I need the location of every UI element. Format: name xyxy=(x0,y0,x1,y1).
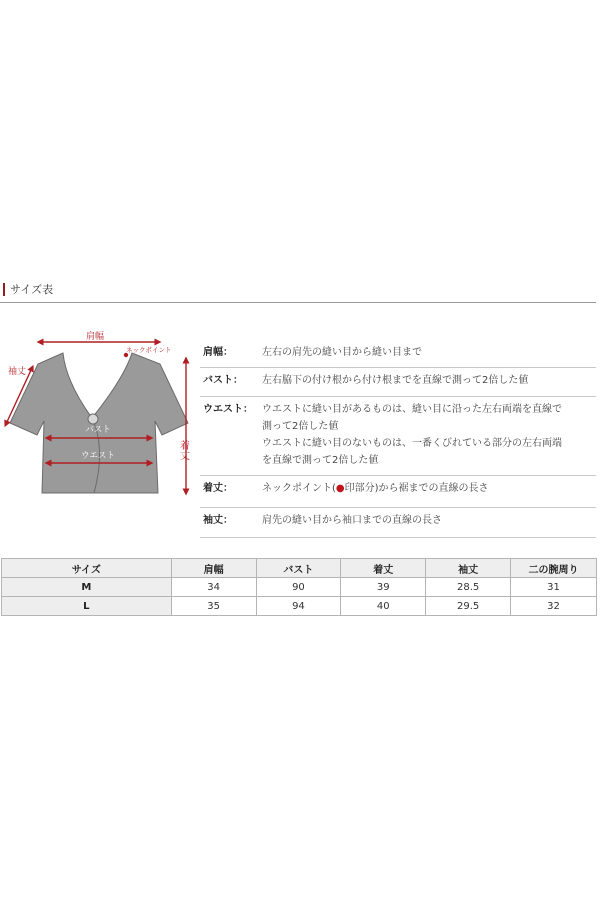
section-title: サイズ表 xyxy=(10,283,54,296)
table-cell: 35 xyxy=(171,597,256,616)
column-header-body-length: 着丈 xyxy=(341,559,426,578)
column-header-size: サイズ xyxy=(2,559,172,578)
shoulder-width-label: 肩幅 xyxy=(85,332,105,342)
definition-term: 着丈： xyxy=(203,483,233,494)
bust-label: バスト xyxy=(85,425,111,435)
table-cell: 32 xyxy=(511,597,597,616)
garment-shape xyxy=(10,353,188,493)
button-icon xyxy=(88,414,98,424)
definition-line: 肩先の縫い目から袖口までの直線の長さ xyxy=(262,515,442,526)
table-cell: 31 xyxy=(511,578,597,597)
table-cell: 34 xyxy=(171,578,256,597)
neck-point-label: ネックポイント xyxy=(126,346,172,354)
section-header xyxy=(0,280,600,304)
definition-description xyxy=(262,372,594,389)
definition-term: 袖丈： xyxy=(203,515,233,526)
definition-line: 左右脇下の付け根から付け根までを直線で測って2倍した値 xyxy=(262,375,529,386)
column-header-upper-arm: 二の腕周り xyxy=(511,559,597,578)
waist-label: ウエスト xyxy=(80,451,116,461)
table-row xyxy=(2,578,597,597)
table-cell: 28.5 xyxy=(426,578,511,597)
definition-line xyxy=(262,480,594,497)
measurement-definitions xyxy=(200,340,596,538)
table-cell: 40 xyxy=(341,597,426,616)
table-header-row xyxy=(2,559,597,578)
definition-row-sleeve-length xyxy=(200,508,596,538)
definition-line: を直線で測って2倍した値 xyxy=(262,455,379,466)
table-cell: 29.5 xyxy=(426,597,511,616)
definition-term: バスト： xyxy=(203,375,243,386)
row-size-label: L xyxy=(2,597,172,616)
definition-text: 印部分)から裾までの直線の長さ xyxy=(344,483,489,494)
table-cell: 90 xyxy=(256,578,341,597)
column-header-shoulder-width: 肩幅 xyxy=(171,559,256,578)
definition-line: ウエストに縫い目のないものは、一番くびれている部分の左右両端 xyxy=(262,438,562,449)
definition-line: ウエストに縫い目があるものは、縫い目に沿った左右両端を直線で xyxy=(262,404,562,415)
definition-line: 左右の肩先の縫い目から縫い目まで xyxy=(262,347,422,358)
definition-row-waist xyxy=(200,397,596,476)
definition-description xyxy=(262,401,594,469)
sleeve-length-label: 袖丈 xyxy=(8,367,27,377)
table-row xyxy=(2,597,597,616)
definition-row-body-length xyxy=(200,476,596,508)
section-accent-bar xyxy=(3,283,5,296)
definition-row-bust xyxy=(200,368,596,397)
definition-term: ウエスト： xyxy=(203,404,253,415)
definition-description xyxy=(262,344,594,361)
column-header-sleeve-length: 袖丈 xyxy=(426,559,511,578)
table-cell: 94 xyxy=(256,597,341,616)
definition-description xyxy=(262,512,594,529)
definition-line: 測って2倍した値 xyxy=(262,421,339,432)
definition-text: ネックポイント( xyxy=(262,483,336,494)
section-divider xyxy=(0,302,596,303)
definition-description xyxy=(262,480,594,497)
neck-point-dot-icon: ● xyxy=(335,483,345,494)
garment-diagram xyxy=(0,328,200,500)
row-size-label: M xyxy=(2,578,172,597)
column-header-bust: バスト xyxy=(256,559,341,578)
body-length-label: 着丈 xyxy=(177,440,189,460)
definition-row-shoulder-width xyxy=(200,340,596,368)
definition-term: 肩幅： xyxy=(203,347,233,358)
size-table xyxy=(1,558,597,616)
table-cell: 39 xyxy=(341,578,426,597)
